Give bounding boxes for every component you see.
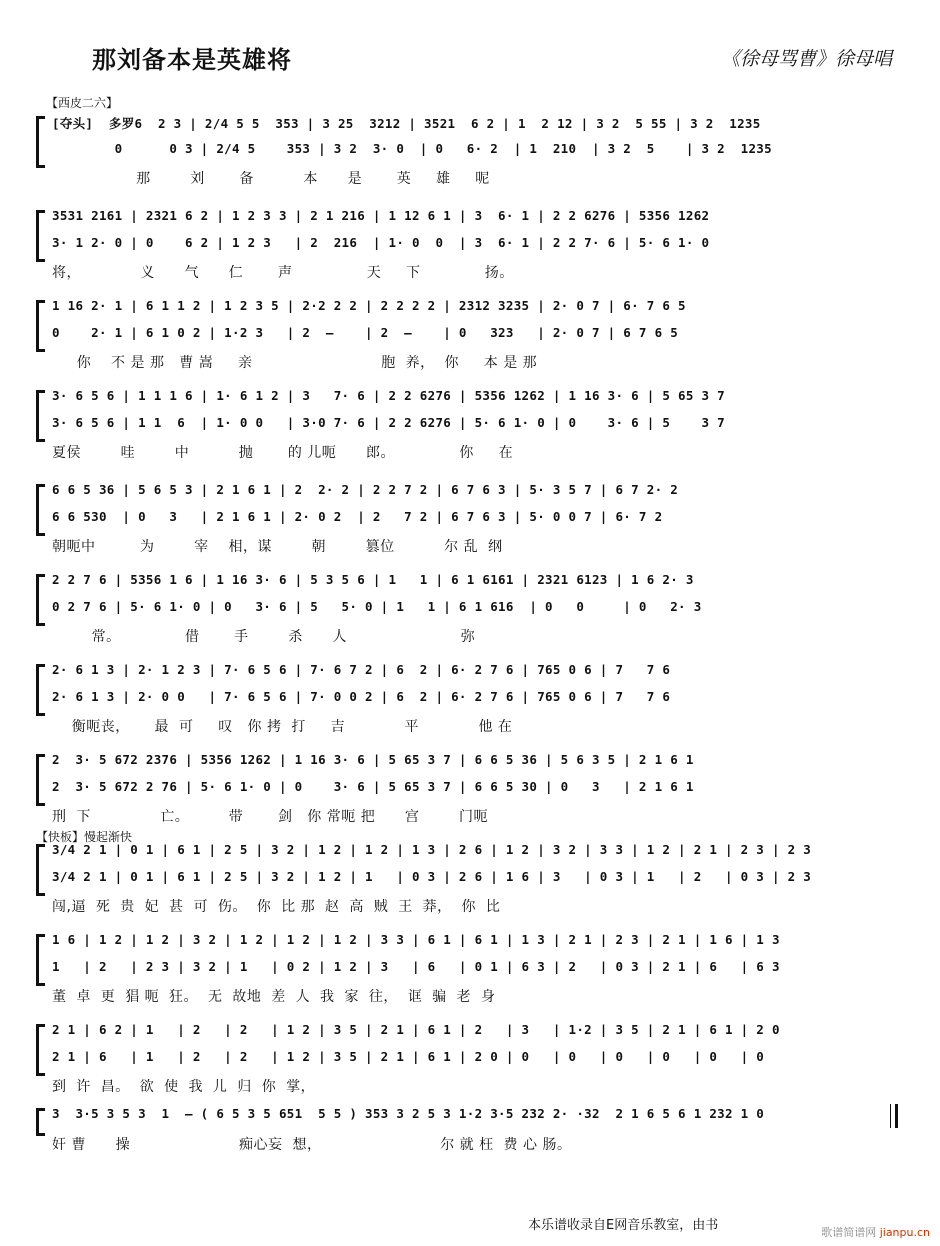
lyric-line: 衡呃丧， 最 可 叹 你 拷 打 吉 平 他 在 xyxy=(52,719,513,735)
lyric-line: 那 刘 备 本 是 英 雄 呢 xyxy=(52,171,490,187)
upper-voice: 6 6 5 36 | 5 6 5 3 | 2 1 6 1 | 2 2· 2 | 2 2 7 2 | 6 7 6 3 | 5· 3 5 7 | 6 7 2· 2 xyxy=(52,482,679,497)
watermark xyxy=(821,1224,930,1240)
lower-voice: 1 | 2 | 2 3 | 3 2 | 1 | 0 2 | 1 2 | 3 | 6 | 0 1 | 6 3 | 2 | 0 3 | 2 1 | 6 | 6 3 xyxy=(52,959,780,974)
upper-voice: 3 3·5 3 5 3 1 — ( 6 5 3 5 651 5 5 ) 353 3 2 5 3 1·2 3·5 232 2· ·32 2 1 6 5 6 1 232 1 0 xyxy=(52,1106,765,1121)
system-brace xyxy=(36,574,45,626)
lower-voice: 3· 6 5 6 | 1 1 6 | 1· 0 0 | 3·0 7· 6 | 2 2 6276 | 5· 6 1· 0 | 0 3· 6 | 5 3 7 xyxy=(52,415,726,430)
upper-voice: 3531 2161 | 2321 6 2 | 1 2 3 3 | 2 1 216 | 1 12 6 1 | 3 6· 1 | 2 2 6276 | 5356 1262 xyxy=(52,208,710,223)
source-attribution: 《徐母骂曹》徐母唱 xyxy=(720,48,892,70)
system-brace xyxy=(36,116,45,168)
watermark-site-name: 歌谱简谱网 xyxy=(821,1226,877,1239)
lower-voice: 3/4 2 1 | 0 1 | 6 1 | 2 5 | 3 2 | 1 2 | 1 | 0 3 | 2 6 | 1 6 | 3 | 0 3 | 1 | 2 | 0 3 | 2 3 xyxy=(52,869,812,884)
lyric-line: 将， 义 气 仁 声 天 下 扬。 xyxy=(52,265,514,281)
upper-voice: 3/4 2 1 | 0 1 | 6 1 | 2 5 | 3 2 | 1 2 | 1 2 | 1 3 | 2 6 | 1 2 | 3 2 | 3 3 | 1 2 | 2 1 | 2 3 | 2 3 xyxy=(52,842,812,857)
upper-voice: [夺头] 多罗6 2 3 | 2/4 5 5 353 | 3 25 3212 | 3521 6 2 | 1 2 12 | 3 2 5 55 | 3 2 1235 xyxy=(52,116,761,131)
lyric-line: 朝呃中 为 宰 相，谋 朝 篡位 尔 乱 纲 xyxy=(52,539,503,555)
system-brace xyxy=(36,934,45,986)
system-brace xyxy=(36,300,45,352)
lyric-line: 你 不 是 那 曹 嵩 亲 胞 养， 你 本 是 那 xyxy=(52,355,538,371)
system-brace xyxy=(36,484,45,536)
footer-credit: 本乐谱收录自E网音乐教室，由书 xyxy=(528,1218,719,1233)
lower-voice: 2· 6 1 3 | 2· 0 0 | 7· 6 5 6 | 7· 0 0 2 | 6 2 | 6· 2 7 6 | 765 0 6 | 7 7 6 xyxy=(52,689,671,704)
system-brace xyxy=(36,844,45,896)
lower-voice: 3· 1 2· 0 | 0 6 2 | 1 2 3 | 2 216 | 1· 0 0 | 3 6· 1 | 2 2 7· 6 | 5· 6 1· 0 xyxy=(52,235,710,250)
lyric-line: 董 卓 更 猖 呃 狂。 无 故地 差 人 我 家 往， 诓 骗 老 身 xyxy=(52,989,496,1005)
upper-voice: 3· 6 5 6 | 1 1 1 6 | 1· 6 1 2 | 3 7· 6 | 2 2 6276 | 5356 1262 | 1 16 3· 6 | 5 65 3 7 xyxy=(52,388,726,403)
lower-voice: 0 2 7 6 | 5· 6 1· 0 | 0 3· 6 | 5 5· 0 | 1 1 | 6 1 616 | 0 0 | 0 2· 3 xyxy=(52,599,702,614)
system-brace xyxy=(36,1024,45,1076)
upper-voice: 2 3· 5 672 2376 | 5356 1262 | 1 16 3· 6 | 5 65 3 7 | 6 6 5 36 | 5 6 3 5 | 2 1 6 1 xyxy=(52,752,694,767)
final-barline xyxy=(890,1104,898,1128)
upper-voice: 1 16 2· 1 | 6 1 1 2 | 1 2 3 5 | 2·2 2 2 | 2 2 2 2 | 2312 3235 | 2· 0 7 | 6· 7 6 5 xyxy=(52,298,686,313)
system-brace xyxy=(36,1108,45,1136)
system-brace xyxy=(36,210,45,262)
lyric-line: 奸 曹 操 痴心妄 想， 尔 就 枉 费 心 肠。 xyxy=(52,1137,572,1153)
lyric-line: 刑 下 亡。 带 剑 你 常呃 把 宫 门呃 xyxy=(52,809,489,825)
lyric-line: 到 许 昌。 欲 使 我 儿 归 你 掌， xyxy=(52,1079,316,1095)
section-tag: 【西皮二六】 xyxy=(46,96,119,110)
system-brace xyxy=(36,754,45,806)
upper-voice: 2 1 | 6 2 | 1 | 2 | 2 | 1 2 | 3 5 | 2 1 | 6 1 | 2 | 3 | 1·2 | 3 5 | 2 1 | 6 1 | 2 0 xyxy=(52,1022,780,1037)
lower-voice: 6 6 530 | 0 3 | 2 1 6 1 | 2· 0 2 | 2 7 2 | 6 7 6 3 | 5· 0 0 7 | 6· 7 2 xyxy=(52,509,663,524)
lyric-line: 常。 借 手 杀 人 弥 xyxy=(52,629,476,645)
tempo-tag: 【快板】慢起渐快 xyxy=(36,830,133,844)
lower-voice: 0 2· 1 | 6 1 0 2 | 1·2 3 | 2 — | 2 — | 0 323 | 2· 0 7 | 6 7 6 5 xyxy=(52,325,679,340)
upper-voice: 2 2 7 6 | 5356 1 6 | 1 16 3· 6 | 5 3 5 6 | 1 1 | 6 1 6161 | 2321 6123 | 1 6 2· 3 xyxy=(52,572,694,587)
upper-voice: 1 6 | 1 2 | 1 2 | 3 2 | 1 2 | 1 2 | 1 2 | 3 3 | 6 1 | 6 1 | 1 3 | 2 1 | 2 3 | 2 1 | 1 6 | 1 3 xyxy=(52,932,780,947)
system-brace xyxy=(36,390,45,442)
system-brace xyxy=(36,664,45,716)
lyric-line: 夏侯 哇 中 抛 的 儿呃 郎。 你 在 xyxy=(52,445,514,461)
watermark-site-url: jianpu.cn xyxy=(879,1226,930,1239)
lower-voice: 2 1 | 6 | 1 | 2 | 2 | 1 2 | 3 5 | 2 1 | 6 1 | 2 0 | 0 | 0 | 0 | 0 | 0 | 0 xyxy=(52,1049,765,1064)
lower-voice: 0 0 3 | 2/4 5 353 | 3 2 3· 0 | 0 6· 2 | 1 210 | 3 2 5 | 3 2 1235 xyxy=(52,141,772,156)
upper-voice: 2· 6 1 3 | 2· 1 2 3 | 7· 6 5 6 | 7· 6 7 2 | 6 2 | 6· 2 7 6 | 765 0 6 | 7 7 6 xyxy=(52,662,671,677)
lyric-line: 闯,逼 死 贵 妃 甚 可 伤。 你 比 那 赵 高 贼 王 莽， 你 比 xyxy=(52,899,501,915)
lower-voice: 2 3· 5 672 2 76 | 5· 6 1· 0 | 0 3· 6 | 5 65 3 7 | 6 6 5 30 | 0 3 | 2 1 6 1 xyxy=(52,779,694,794)
page-title: 那刘备本是英雄将 xyxy=(92,46,292,74)
